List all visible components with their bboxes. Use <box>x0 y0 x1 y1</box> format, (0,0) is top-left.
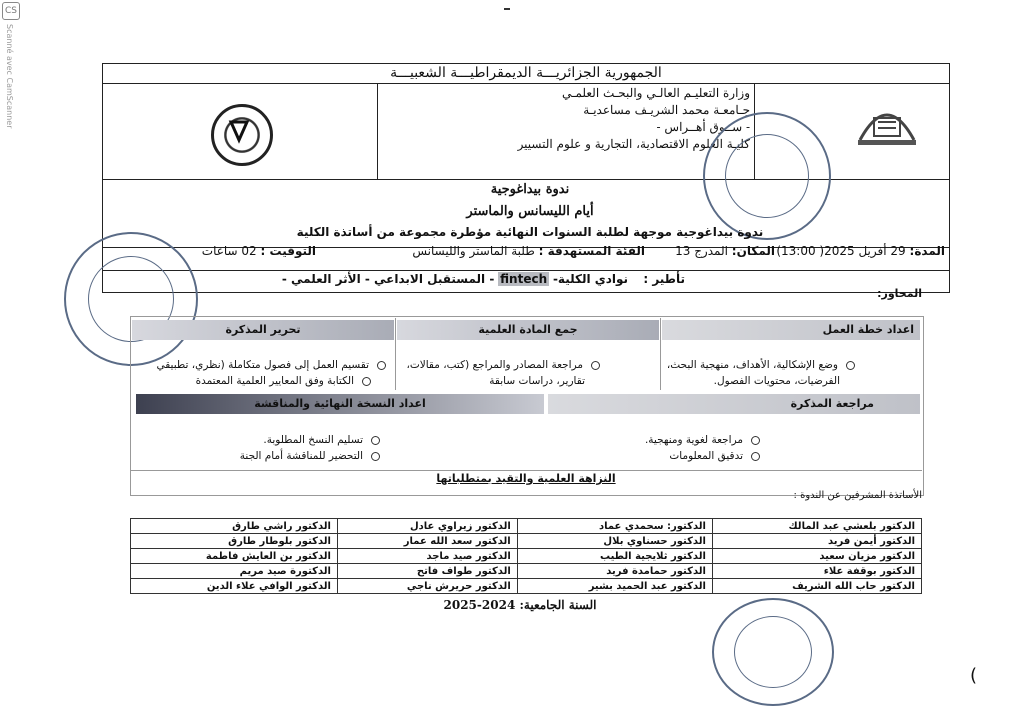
audience-label: الفئة المستهدفة : <box>538 244 645 258</box>
table-row <box>131 534 922 549</box>
ministry-name: وزارة التعليـم العالـي والبحـث العلمـي <box>561 86 750 100</box>
ministry-block <box>420 85 750 153</box>
supervisor-cell: الدكتور عبد الحميد بشير <box>517 579 712 594</box>
camscanner-logo: CS <box>2 2 20 20</box>
supervisor-cell: الدكتور الوافي علاء الدين <box>131 579 338 594</box>
faculty-emblem-icon <box>211 104 273 166</box>
supervisor-cell: الدكتور مزيان سعيد <box>712 549 921 564</box>
table-row <box>131 519 922 534</box>
section-integrity: النزاهة العلمية والتقيد بمتطلباتها <box>436 472 616 485</box>
supervisor-cell: الدكتور حسناوي بلال <box>517 534 712 549</box>
supervisor-cell: الدكتور حريرش ناجي <box>337 579 517 594</box>
place-label: المكان: <box>731 244 775 258</box>
table-row <box>131 579 922 594</box>
supervisor-cell: الدكتور بلعشي عبد المالك <box>712 519 921 534</box>
axes-label: المحاور: <box>877 287 922 300</box>
event-date <box>776 244 945 258</box>
supervisors-label: الأساتذة المشرفين عن الندوة : <box>793 490 922 501</box>
supervisor-cell: الدكتور بلوطار طارق <box>131 534 338 549</box>
section-writing-header: تحرير المذكرة <box>132 320 394 340</box>
university-logo-icon <box>852 92 922 152</box>
audience-value: طلبة الماستر والليسانس <box>412 244 535 258</box>
header-top-row <box>103 64 949 84</box>
list-item: تقسيم العمل إلى فصول متكاملة (نظري، تطبيقي <box>136 357 386 373</box>
table-row <box>131 564 922 579</box>
section-final-items <box>200 432 380 464</box>
official-stamp-bottom <box>712 598 834 706</box>
event-duration <box>198 244 316 258</box>
supervisor-cell: الدكتور ثلايجية الطيب <box>517 549 712 564</box>
camscanner-text: Scanné avec CamScanner <box>5 24 14 129</box>
section-plan-header: اعداد خطة العمل <box>662 320 920 340</box>
list-item: تقارير، دراسات سابقة <box>489 375 585 387</box>
supervision-fintech: fintech <box>500 272 548 286</box>
section-review-items <box>600 432 760 464</box>
page-mark: ( <box>970 665 978 686</box>
section-final-header: اعداد النسخة النهائية والمناقشة <box>136 394 544 414</box>
supervisor-cell: الدكتور بوقفة علاء <box>712 564 921 579</box>
supervisor-cell: الدكتور راشي طارق <box>131 519 338 534</box>
table-row <box>131 549 922 564</box>
city-name: - ســوق أهــراس - <box>656 120 750 134</box>
section-material-header: جمع المادة العلمية <box>397 320 659 340</box>
list-item: التحضير للمناقشة أمام الجنة <box>200 448 380 464</box>
duration-value: 02 ساعات <box>201 244 257 258</box>
event-type: ندوة بيداغوجية <box>490 182 570 197</box>
list-item: تسليم النسخ المطلوبة. <box>200 432 380 448</box>
list-item: مراجعة لغوية ومنهجية. <box>600 432 760 448</box>
academic-year: السنة الجامعية: 2024-2025 <box>443 598 597 612</box>
section-plan-items <box>665 357 855 389</box>
supervisor-cell: الدكتور أيمن فريد <box>712 534 921 549</box>
date-label: المدة: <box>909 244 945 258</box>
supervisor-cell: الدكتورة صيد مريم <box>131 564 338 579</box>
list-item: وضع الإشكالية، الأهداف، منهجية البحث، <box>665 357 855 373</box>
list-item: الكتابة وفق المعايير العلمية المعتمدة <box>136 373 386 389</box>
event-title: أيام الليسانس والماستر <box>466 204 594 219</box>
supervisor-cell: الدكتور: سحمدي عماد <box>517 519 712 534</box>
university-name: جـامعـة محمد الشريـف مساعديـة <box>583 103 750 117</box>
supervisors-table <box>130 518 922 594</box>
camscanner-watermark <box>2 2 20 129</box>
event-place <box>655 244 775 258</box>
faculty-name: كليـة العلوم الاقتصادية، التجارية و علوم التسيير <box>517 137 750 151</box>
supervision-rest: - المستقبل الابداعي - الأثر العلمي - <box>281 272 495 286</box>
supervisor-cell: الدكتور سعد الله عمار <box>337 534 517 549</box>
supervisor-cell: الدكتور بن العايش فاطمة <box>131 549 338 564</box>
place-value: المدرج 13 <box>675 244 728 258</box>
supervision-label: تأطير : <box>643 272 685 286</box>
supervisor-cell: الدكتور زيراوي عادل <box>337 519 517 534</box>
duration-label: التوقيت : <box>260 244 316 258</box>
list-item: تدقيق المعلومات <box>600 448 760 464</box>
top-mark <box>504 8 510 10</box>
supervisor-cell: الدكتور صيد ماجد <box>337 549 517 564</box>
event-audience <box>320 244 645 258</box>
supervisor-cell: الدكتور حمامدة فريد <box>517 564 712 579</box>
event-description: ندوة بيداغوجية موجهة لطلبة السنوات النهائية مؤطرة مجموعة من أساتذة الكلية <box>296 225 764 239</box>
republic-title: الجمهورية الجزائريـــة الديمقراطيـــة الشعبيـــة <box>390 65 662 81</box>
official-stamp-top <box>703 112 831 240</box>
section-review-header: مراجعة المذكرة <box>548 394 920 414</box>
section-writing-items <box>136 357 386 389</box>
supervisor-cell: الدكتور طواف فاتح <box>337 564 517 579</box>
supervisor-cell: الدكتور حاب الله الشريف <box>712 579 921 594</box>
supervision-clubs: نوادي الكلية- <box>552 272 629 286</box>
list-item: مراجعة المصادر والمراجع (كتب، مقالات، <box>400 357 600 373</box>
event-supervision <box>210 272 685 286</box>
section-material-items <box>400 357 600 389</box>
list-item: الفرضيات، محتويات الفصول. <box>713 375 840 387</box>
date-value: 29 أفريل 2025( 13:00) <box>776 244 906 258</box>
